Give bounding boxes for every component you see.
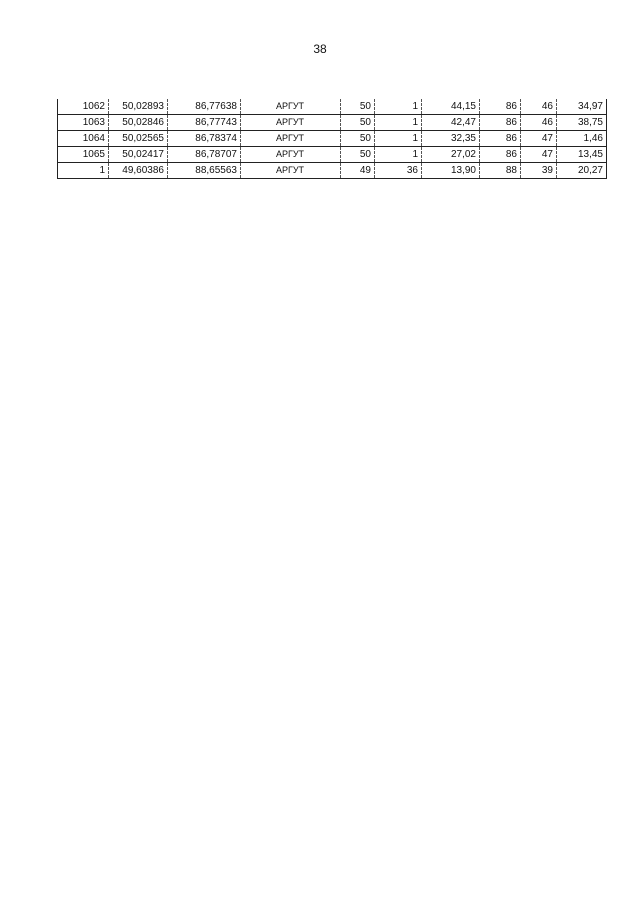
table-cell: 50 bbox=[341, 131, 375, 147]
table-cell: 86 bbox=[480, 147, 521, 163]
table-row bbox=[58, 115, 607, 131]
table-cell-id: 1063 bbox=[58, 115, 109, 131]
table-cell: 86 bbox=[480, 131, 521, 147]
table-cell: 50 bbox=[341, 99, 375, 115]
table-cell-longitude: 86,77743 bbox=[168, 115, 241, 131]
table-cell-name: АРГУТ bbox=[241, 99, 341, 115]
table-cell: 46 bbox=[521, 99, 557, 115]
table-cell-id: 1064 bbox=[58, 131, 109, 147]
table-cell: 50 bbox=[341, 115, 375, 131]
page-number: 38 bbox=[313, 42, 327, 56]
table-cell-longitude: 86,77638 bbox=[168, 99, 241, 115]
table-cell-latitude: 50,02417 bbox=[109, 147, 168, 163]
table-row bbox=[58, 147, 607, 163]
table-cell-name: АРГУТ bbox=[241, 147, 341, 163]
table-cell: 34,97 bbox=[557, 99, 607, 115]
table-cell-id: 1 bbox=[58, 163, 109, 179]
table-row bbox=[58, 131, 607, 147]
table-cell-name: АРГУТ bbox=[241, 115, 341, 131]
table-cell: 1,46 bbox=[557, 131, 607, 147]
table-cell-longitude: 88,65563 bbox=[168, 163, 241, 179]
table-cell: 1 bbox=[375, 99, 422, 115]
table-cell: 36 bbox=[375, 163, 422, 179]
table-cell: 1 bbox=[375, 131, 422, 147]
table-cell: 86 bbox=[480, 115, 521, 131]
table-cell: 38,75 bbox=[557, 115, 607, 131]
table-cell: 44,15 bbox=[422, 99, 480, 115]
table-cell-longitude: 86,78707 bbox=[168, 147, 241, 163]
table-cell: 32,35 bbox=[422, 131, 480, 147]
table-cell: 88 bbox=[480, 163, 521, 179]
table-cell: 49 bbox=[341, 163, 375, 179]
table-cell-latitude: 50,02846 bbox=[109, 115, 168, 131]
table-cell-name: АРГУТ bbox=[241, 163, 341, 179]
table-cell: 1 bbox=[375, 147, 422, 163]
table-cell-id: 1062 bbox=[58, 99, 109, 115]
table-row bbox=[58, 163, 607, 179]
table-cell-latitude: 50,02565 bbox=[109, 131, 168, 147]
table-cell-longitude: 86,78374 bbox=[168, 131, 241, 147]
table-cell: 1 bbox=[375, 115, 422, 131]
table-cell-latitude: 49,60386 bbox=[109, 163, 168, 179]
table-row bbox=[58, 99, 607, 115]
table-cell: 86 bbox=[480, 99, 521, 115]
table-cell: 50 bbox=[341, 147, 375, 163]
table-cell: 13,90 bbox=[422, 163, 480, 179]
table-cell: 39 bbox=[521, 163, 557, 179]
table-cell: 46 bbox=[521, 115, 557, 131]
table-cell: 13,45 bbox=[557, 147, 607, 163]
table-cell-latitude: 50,02893 bbox=[109, 99, 168, 115]
data-table bbox=[57, 99, 607, 179]
table-cell: 42,47 bbox=[422, 115, 480, 131]
table-cell-id: 1065 bbox=[58, 147, 109, 163]
table-cell: 47 bbox=[521, 131, 557, 147]
table-cell: 20,27 bbox=[557, 163, 607, 179]
table-cell: 47 bbox=[521, 147, 557, 163]
table-cell: 27,02 bbox=[422, 147, 480, 163]
table-cell-name: АРГУТ bbox=[241, 131, 341, 147]
